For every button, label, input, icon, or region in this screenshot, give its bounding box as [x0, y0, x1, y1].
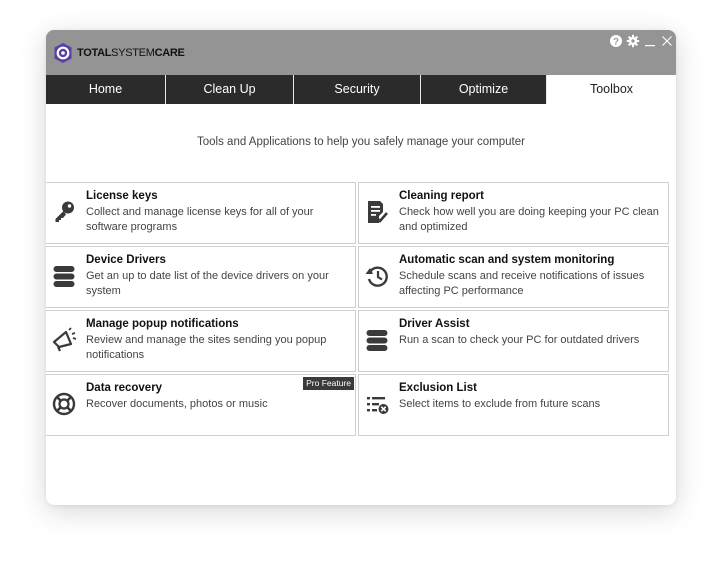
- tab-clean-up[interactable]: Clean Up: [166, 75, 294, 104]
- tool-license-keys[interactable]: [46, 182, 356, 244]
- pro-feature-badge: Pro Feature: [303, 377, 354, 390]
- tool-description: Schedule scans and receive notifications of issues affecting PC performance: [399, 270, 645, 297]
- tool-title: Manage popup notifications: [86, 318, 239, 330]
- tool-data-recovery[interactable]: [46, 374, 356, 436]
- tab-optimize[interactable]: Optimize: [421, 75, 547, 104]
- app-window: [46, 30, 676, 505]
- brand-name: TOTALSYSTEMCARE: [77, 47, 185, 59]
- tool-device-drivers[interactable]: [46, 246, 356, 308]
- svg-text:?: ?: [613, 36, 619, 48]
- tool-automatic-scan[interactable]: [358, 246, 669, 308]
- tool-title: Data recovery: [86, 382, 163, 394]
- tool-description: Check how well you are doing keeping your PC clean and optimized: [399, 206, 659, 233]
- close-icon[interactable]: [660, 34, 674, 48]
- window-controls: [609, 33, 674, 49]
- tool-description: Select items to exclude from future scans: [399, 398, 601, 410]
- logo-icon: [52, 42, 74, 64]
- main-tabs: [46, 75, 676, 104]
- tool-cleaning-report[interactable]: [358, 182, 669, 244]
- tab-security[interactable]: Security: [294, 75, 421, 104]
- help-icon[interactable]: [609, 34, 623, 48]
- history-clock-icon: [364, 263, 390, 289]
- tool-description: Review and manage the sites sending you popup notifications: [86, 334, 327, 361]
- tool-description: Recover documents, photos or music: [86, 398, 268, 410]
- tool-title: Exclusion List: [399, 382, 477, 394]
- tool-title: Device Drivers: [86, 254, 166, 266]
- tab-toolbox[interactable]: Toolbox: [547, 75, 676, 104]
- title-bar: [46, 30, 676, 75]
- tool-description: Get an up to date list of the device drivers on your system: [86, 270, 329, 297]
- report-check-icon: [364, 199, 390, 225]
- tab-home[interactable]: Home: [46, 75, 166, 104]
- tool-driver-assist[interactable]: [358, 310, 669, 372]
- tool-title: Automatic scan and system monitoring: [399, 254, 615, 266]
- tool-title: Driver Assist: [399, 318, 470, 330]
- page-subtitle: Tools and Applications to help you safely manage your computer: [197, 136, 525, 148]
- megaphone-icon: [51, 327, 77, 353]
- tool-title: License keys: [86, 190, 158, 202]
- list-exclude-icon: [364, 391, 390, 417]
- tool-manage-popup-notifications[interactable]: [46, 310, 356, 372]
- tool-description: Run a scan to check your PC for outdated drivers: [399, 334, 640, 346]
- database-icon: [51, 263, 77, 289]
- tool-description: Collect and manage license keys for all of your software programs: [86, 206, 314, 233]
- lifebuoy-icon: [51, 391, 77, 417]
- database-icon: [364, 327, 390, 353]
- key-icon: [51, 199, 77, 225]
- tool-exclusion-list[interactable]: [358, 374, 669, 436]
- minimize-icon[interactable]: [643, 34, 657, 48]
- gear-icon[interactable]: [626, 34, 640, 48]
- tool-title: Cleaning report: [399, 190, 484, 202]
